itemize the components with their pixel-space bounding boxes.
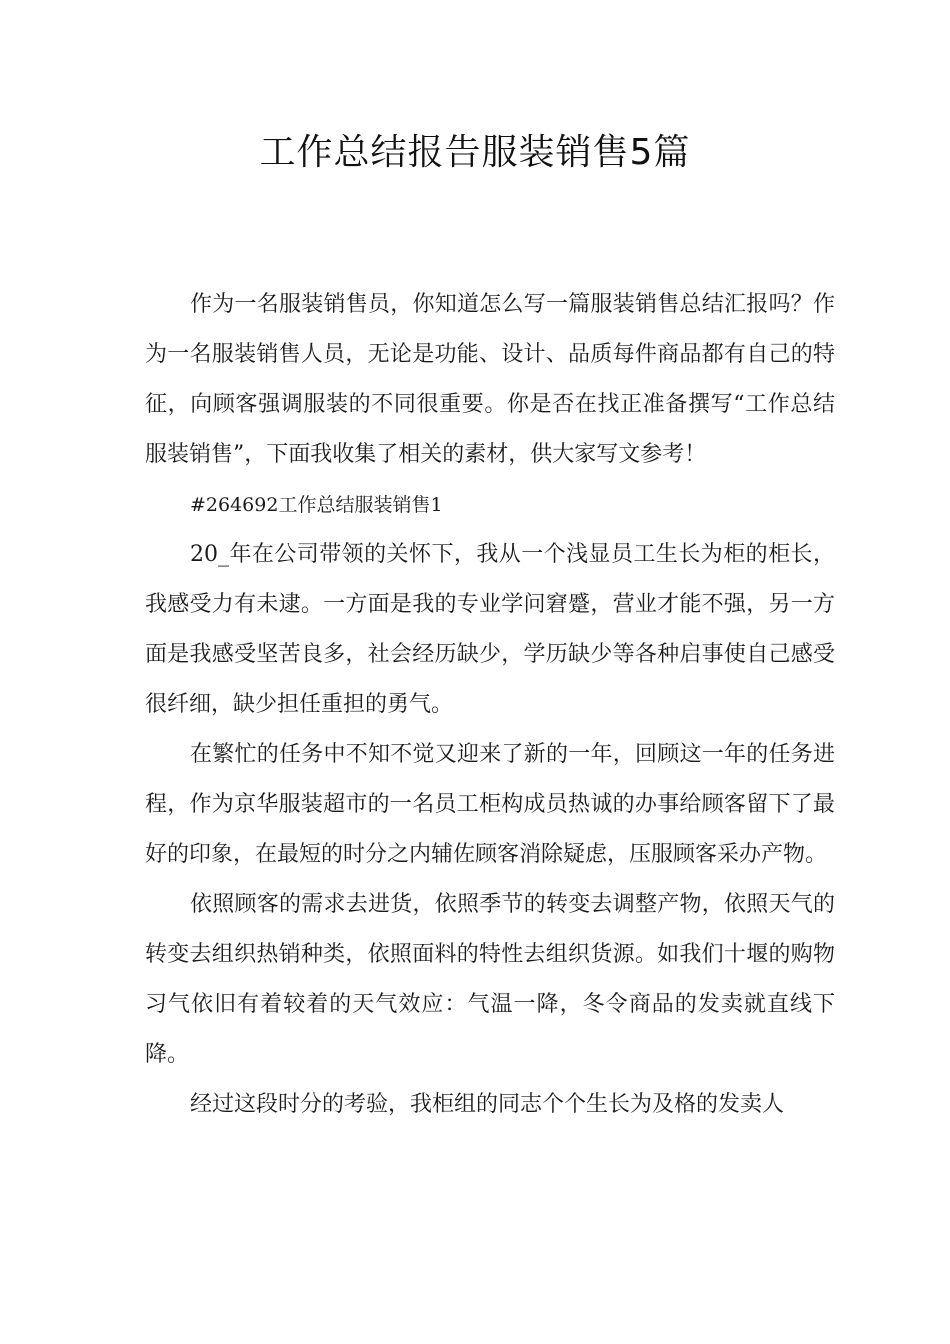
intro-paragraph: 作为一名服装销售员，你知道怎么写一篇服装销售总结汇报吗？作为一名服装销售人员，无论是功能、设计、品质每件商品都有自己的特征，向顾客强调服装的不同很重要。你是否在找正准备撰写“工作总结服装销售”，下面我收集了相关的素材，供大家写文参考！ [145,292,835,467]
body-paragraph: 经过这段时分的考验，我柜组的同志个个生长为及格的发卖人 [190,1092,785,1117]
body-paragraph: 在繁忙的任务中不知不觉又迎来了新的一年，回顾这一年的任务进程，作为京华服装超市的一名员工柜构成员热诚的办事给顾客留下了最好的印象，在最短的时分之内辅佐顾客消除疑虑，压服顾客采办产物。 [145,742,835,867]
document-body [145,280,835,1130]
section-heading: #264692工作总结服装销售1 [190,494,443,516]
body-paragraph: 依照顾客的需求去进货，依照季节的转变去调整产物，依照天气的转变去组织热销种类，依照面料的特性去组织货源。如我们十堰的购物习气依旧有着较着的天气效应：气温一降，冬令商品的发卖就直线下降。 [145,892,835,1067]
body-paragraph: 20_年在公司带领的关怀下，我从一个浅显员工生长为柜的柜长，我感受力有未逮。一方面是我的专业学问窘蹙，营业才能不强，另一方面是我感受坚苦良多，社会经历缺少，学历缺少等各种启事使自己感受很纤细，缺少担任重担的勇气。 [145,542,835,717]
document-title: 工作总结报告服装销售5篇 [259,132,691,173]
